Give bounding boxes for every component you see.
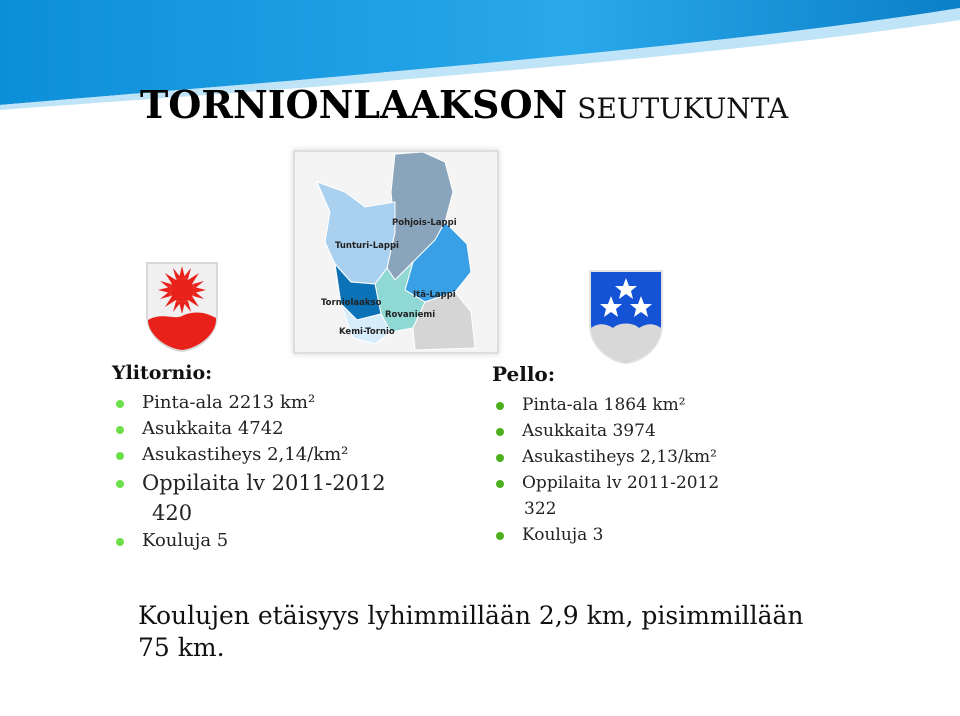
map-graphic xyxy=(295,152,497,352)
pello-info xyxy=(492,362,812,548)
bullet-icon xyxy=(496,480,504,488)
ylitornio-coat-of-arms-icon xyxy=(142,258,222,354)
page-title xyxy=(140,82,788,127)
ylitornio-facts-list xyxy=(112,390,432,554)
bullet-icon xyxy=(496,428,504,436)
map-label-tunturi-lappi: Tunturi-Lappi xyxy=(335,241,399,251)
list-item xyxy=(112,468,432,498)
map-label-rovaniemi: Rovaniemi xyxy=(385,310,436,320)
bullet-icon xyxy=(496,454,504,462)
bullet-icon xyxy=(116,452,124,460)
fact-text: Kouluja 5 xyxy=(142,530,229,551)
list-item xyxy=(112,528,432,554)
fact-text: Asukastiheys 2,14/km² xyxy=(142,444,349,465)
lapland-region-map xyxy=(293,150,499,354)
bullet-icon xyxy=(496,402,504,410)
school-distance-note: Koulujen etäisyys lyhimmillään 2,9 km, pisimmillään 75 km. xyxy=(138,601,804,662)
fact-text: Oppilaita lv 2011-2012 xyxy=(522,473,720,493)
fact-text: 322 xyxy=(524,499,557,519)
fact-text: Asukkaita 3974 xyxy=(522,421,656,441)
list-item xyxy=(112,442,432,468)
fact-text: Kouluja 3 xyxy=(522,525,604,545)
list-item xyxy=(492,392,812,418)
bullet-icon xyxy=(116,400,124,408)
map-label-ita-lappi: Itä-Lappi xyxy=(413,290,456,300)
bullet-icon xyxy=(116,538,124,546)
pello-facts-list xyxy=(492,392,812,548)
title-sub: SEUTUKUNTA xyxy=(577,92,789,125)
pello-coat-of-arms-icon xyxy=(585,266,667,366)
list-item xyxy=(492,522,812,548)
list-item xyxy=(492,444,812,470)
map-label-pohjois-lappi: Pohjois-Lappi xyxy=(392,218,457,228)
fact-text: 420 xyxy=(152,501,193,525)
list-item xyxy=(112,390,432,416)
ylitornio-info xyxy=(112,362,432,554)
fact-text: Asukastiheys 2,13/km² xyxy=(522,447,717,467)
title-main: TORNIONLAAKSON xyxy=(140,82,568,127)
fact-text: Pinta-ala 1864 km² xyxy=(522,395,686,415)
list-item xyxy=(112,498,432,528)
bullet-icon xyxy=(116,480,124,488)
map-label-torniolaakso: Torniolaakso xyxy=(321,298,382,308)
list-item xyxy=(112,416,432,442)
fact-text: Pinta-ala 2213 km² xyxy=(142,392,316,413)
fact-text: Oppilaita lv 2011-2012 xyxy=(142,471,386,495)
pello-heading: Pello: xyxy=(492,362,556,386)
bullet-icon xyxy=(116,426,124,434)
ylitornio-heading: Ylitornio: xyxy=(112,362,213,384)
list-item xyxy=(492,470,812,496)
fact-text: Asukkaita 4742 xyxy=(142,418,284,439)
bullet-icon xyxy=(496,532,504,540)
map-label-kemi-tornio: Kemi-Tornio xyxy=(339,327,395,337)
list-item xyxy=(492,496,812,522)
list-item xyxy=(492,418,812,444)
